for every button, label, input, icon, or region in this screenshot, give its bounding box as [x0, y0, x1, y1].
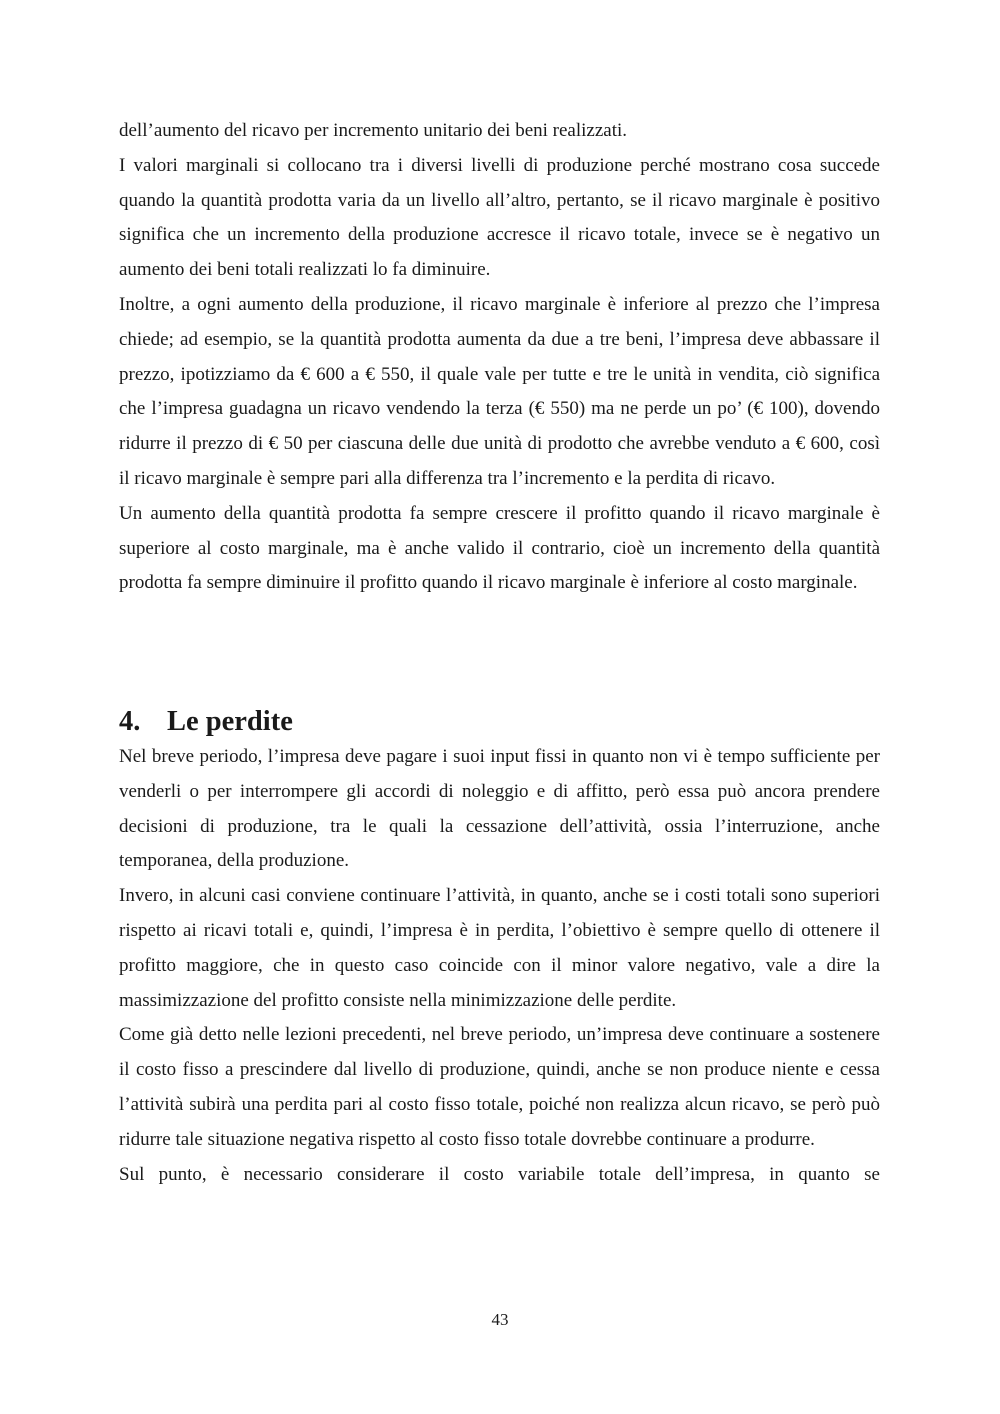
section-number: 4.: [119, 706, 141, 738]
paragraph: Inoltre, a ogni aumento della produzione, il ricavo marginale è inferiore al prezzo che l’impresa chiede; ad esempio, se la quantità prodotta aumenta da due a tre beni, l’impresa deve abbassare il prezzo, ipotizziamo da € 600 a € 550, il quale vale per tutte e tre le unità in vendita, ciò significa che l’impresa guadagna un ricavo vendendo la terza (€ 550) ma ne perde un po’ (€ 100), dovendo ridurre il prezzo di € 50 per ciascuna delle due unità di prodotto che avrebbe venduto a € 600, così il ricavo marginale è sempre pari alla differenza tra l’incremento e la perdita di ricavo.: [119, 293, 880, 489]
paragraph: Un aumento della quantità prodotta fa sempre crescere il profitto quando il ricavo marginale è superiore al costo marginale, ma è anche valido il contrario, cioè un incremento della quantità prodotta fa sempre diminuire il profitto quando il ricavo marginale è inferiore al costo marginale.: [119, 502, 880, 594]
paragraph: dell’aumento del ricavo per incremento unitario dei beni realizzati.: [119, 120, 628, 141]
page-number: 43: [491, 1310, 509, 1329]
paragraph: Come già detto nelle lezioni precedenti, nel breve periodo, un’impresa deve continuare a sostenere il costo fisso a prescindere dal livello di produzione, quindi, anche se non produce niente e cessa l’attività subirà una perdita pari al costo fisso totale, poiché non realizza alcun ricavo, se però può ridurre tale situazione negativa rispetto al costo fisso totale dovrebbe continuare a produrre.: [119, 1024, 880, 1150]
section-heading: [119, 705, 880, 740]
paragraph: I valori marginali si collocano tra i diversi livelli di produzione perché mostrano cosa succede quando la quantità prodotta varia da un livello all’altro, pertanto, se il ricavo marginale è positivo significa che un incremento della produzione accresce il ricavo totale, invece se è negativo un aumento dei beni totali realizzati lo fa diminuire.: [119, 154, 880, 281]
paragraph: Invero, in alcuni casi conviene continuare l’attività, in quanto, anche se i costi totali sono superiori rispetto ai ricavi totali e, quindi, l’impresa è in perdita, l’obiettivo è sempre quello di ottenere il profitto maggiore, che in questo caso coincide con il minor valore negativo, vale a dire la massimizzazione del profitto consiste nella minimizzazione delle perdite.: [119, 885, 880, 1011]
paragraph-last: Sul punto, è necessario considerare il costo variabile totale dell’impresa, in quanto se: [119, 1163, 880, 1185]
section-title: Le perdite: [167, 706, 293, 738]
paragraph: Nel breve periodo, l’impresa deve pagare i suoi input fissi in quanto non vi è tempo sufficiente per venderli o per interrompere gli accordi di noleggio e di affitto, però essa può ancora prendere decisioni di produzione, tra le quali la cessazione dell’attività, ossia l’interruzione, anche temporanea, della produzione.: [119, 745, 880, 872]
page-body: [119, 114, 880, 1192]
section-spacer: [119, 601, 880, 705]
